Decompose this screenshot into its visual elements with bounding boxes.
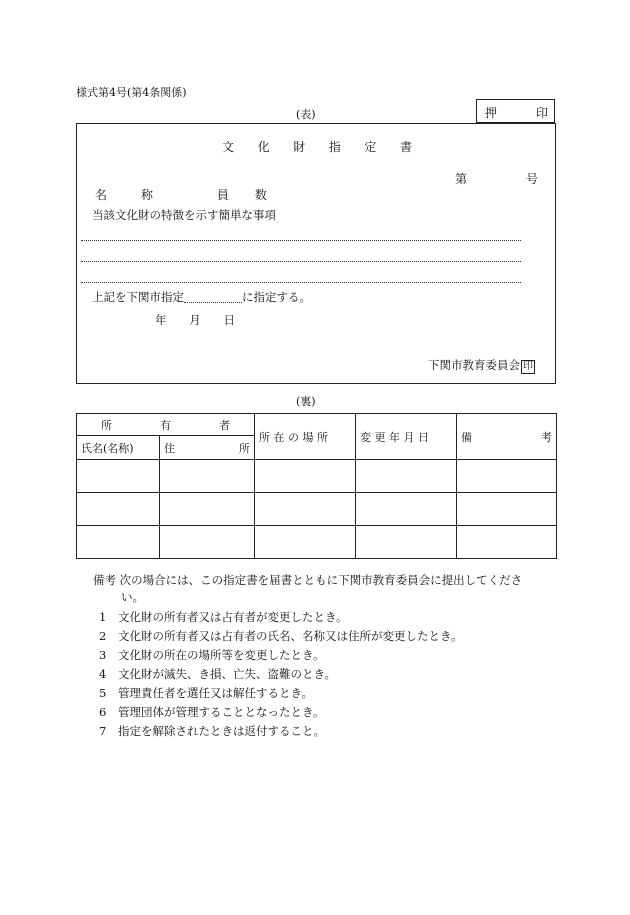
table-cell[interactable]	[356, 493, 457, 526]
date-month: 月	[189, 313, 201, 327]
table-cell[interactable]	[255, 460, 356, 493]
feature-line-3	[81, 282, 521, 283]
owner-header-char: 有	[160, 418, 171, 432]
owner-header-char: 所	[101, 418, 112, 432]
table-cell[interactable]	[356, 526, 457, 559]
note-text: 管理団体が管理することとなったとき。	[118, 705, 325, 719]
date-day: 日	[223, 313, 235, 327]
table-cell[interactable]	[457, 493, 557, 526]
note-number: 6	[99, 705, 107, 719]
title-char: 文	[222, 140, 235, 154]
note-item	[99, 628, 463, 644]
table-cell[interactable]	[77, 526, 160, 559]
note-text: 管理責任者を選任又は解任するとき。	[118, 686, 314, 700]
owner-address-header	[160, 436, 255, 460]
notes-heading-wrap: い。	[121, 590, 144, 604]
owner-address-header-char: 住	[164, 441, 175, 455]
note-number: 4	[99, 667, 107, 681]
feature-line-1	[81, 240, 521, 241]
note-number: 2	[99, 629, 107, 643]
designation-blank	[184, 290, 242, 303]
note-number: 7	[99, 724, 107, 738]
table-header-row	[77, 414, 557, 436]
members-label	[217, 186, 267, 203]
notes-heading: 備考 次の場合には、この指定書を届書とともに下関市教育委員会に提出してくださ	[93, 573, 523, 587]
note-item	[99, 647, 325, 663]
table-cell[interactable]	[160, 493, 255, 526]
title-char: 定	[364, 140, 377, 154]
number-prefix: 第	[455, 172, 468, 186]
name-label	[95, 186, 153, 203]
issuer-name: 下関市教育委員会	[428, 358, 520, 372]
table-cell[interactable]	[457, 526, 557, 559]
seal-box-right-char: 印	[535, 106, 548, 120]
note-item	[99, 685, 313, 701]
title-char: 書	[399, 140, 412, 154]
members-label-char: 数	[254, 188, 267, 202]
table-cell[interactable]	[255, 493, 356, 526]
remarks-header-char: 備	[461, 430, 472, 444]
table-row	[77, 526, 557, 559]
note-text: 文化財の所有者又は占有者の氏名、名称又は住所が変更したとき。	[118, 629, 463, 643]
seal-box-left-char: 押	[485, 106, 498, 120]
table-cell[interactable]	[457, 460, 557, 493]
note-number: 3	[99, 648, 107, 662]
table-cell[interactable]	[77, 493, 160, 526]
table-cell[interactable]	[160, 460, 255, 493]
name-label-char: 名	[95, 188, 108, 202]
table-cell[interactable]	[356, 460, 457, 493]
date-year: 年	[155, 313, 167, 327]
name-label-char: 称	[140, 188, 153, 202]
change-date-header: 変 更 年 月 日	[356, 414, 457, 460]
note-text: 文化財の所在の場所等を変更したとき。	[118, 648, 325, 662]
title-char: 化	[257, 140, 270, 154]
table-cell[interactable]	[160, 526, 255, 559]
note-text: 文化財が滅失、き損、亡失、盗難のとき。	[118, 667, 337, 681]
note-text: 文化財の所有者又は占有者が変更したとき。	[118, 610, 348, 624]
table-cell[interactable]	[77, 460, 160, 493]
form-identifier: 様式第4号(第4条関係)	[76, 86, 187, 99]
note-text: 指定を解除されたときは返付すること。	[118, 724, 325, 738]
certificate-frame	[76, 123, 556, 384]
title-char: 財	[293, 140, 306, 154]
issuer-stamp: 印	[523, 361, 533, 372]
owner-header	[77, 414, 255, 436]
certificate-title	[222, 138, 412, 155]
remarks-header-char: 考	[541, 430, 552, 444]
location-header: 所 在 の 場 所	[255, 414, 356, 460]
back-table	[76, 413, 557, 559]
front-side-label: (表)	[296, 108, 316, 121]
designation-prefix: 上記を下関市指定	[92, 290, 184, 304]
note-item	[99, 704, 325, 720]
feature-line-2	[81, 261, 521, 262]
feature-label: 当該文化財の特徴を示す簡単な事項	[92, 208, 276, 222]
date-row	[155, 312, 235, 328]
owner-address-header-char: 所	[239, 441, 250, 455]
owner-name-header: 氏名(名称)	[77, 436, 160, 460]
note-item	[99, 609, 348, 625]
certificate-number	[455, 170, 538, 187]
members-label-char: 員	[216, 188, 229, 202]
table-cell[interactable]	[255, 526, 356, 559]
remarks-header	[457, 414, 557, 460]
designation-suffix: に指定する。	[242, 290, 311, 304]
issuer	[428, 357, 535, 374]
title-char: 指	[328, 140, 341, 154]
table-row	[77, 493, 557, 526]
designation-statement	[92, 289, 311, 305]
owner-header-char: 者	[219, 418, 230, 432]
note-number: 1	[99, 610, 107, 624]
name-members-row	[95, 186, 267, 203]
back-side-label: (裏)	[296, 395, 316, 408]
note-number: 5	[99, 686, 107, 700]
table-row	[77, 460, 557, 493]
note-item	[99, 723, 325, 739]
seal-box	[476, 99, 555, 123]
note-item	[99, 666, 336, 682]
number-suffix: 号	[525, 172, 538, 186]
